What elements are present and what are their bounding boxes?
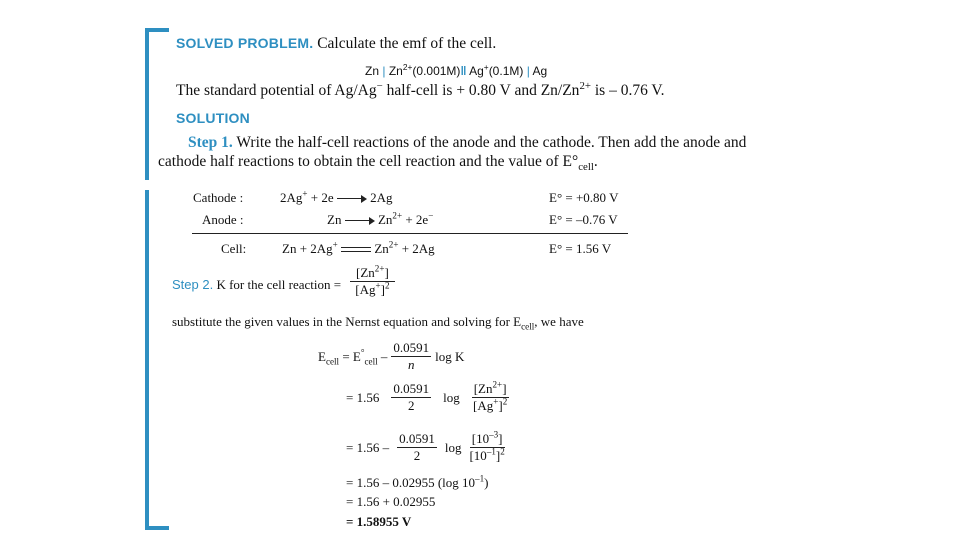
anode-reaction	[327, 212, 433, 228]
std-sup-2: 2+	[579, 79, 591, 92]
nernst-sub: cell	[521, 321, 535, 332]
step1-end: .	[593, 153, 598, 170]
solution-heading: SOLUTION	[176, 110, 250, 126]
step2-num-end: ]	[384, 265, 389, 280]
e2-fnum: [Zn	[473, 381, 493, 396]
e1-eq-sup: °	[360, 347, 365, 358]
step2-label: Step 2.	[172, 277, 214, 292]
nernst-text: substitute the given values in the Nernst equation and solving for E	[172, 314, 522, 329]
e1-minus: –	[377, 348, 388, 364]
std-sup-1: −	[376, 79, 383, 92]
equation-3	[346, 431, 505, 464]
cell-lhs: Zn + 2Ag	[282, 241, 333, 256]
anode-lhs: Zn	[327, 212, 342, 227]
e2-fden: [Ag	[473, 398, 494, 413]
step1-sub: cell	[578, 161, 594, 174]
e2-fden-sup: +	[493, 396, 499, 407]
e1-eq-sub: cell	[364, 356, 378, 367]
e1-tail: log K	[435, 348, 465, 364]
e3-fden: [10	[469, 448, 487, 463]
anode-label: Anode :	[202, 212, 244, 227]
e2-fnum-sup: 2+	[492, 379, 503, 390]
step2-text: K for the cell reaction =	[216, 277, 342, 292]
e2-num: 0.0591	[393, 381, 430, 396]
cell-ag-charge: +	[483, 62, 489, 72]
step2-den: [Ag	[355, 282, 376, 297]
cell-label: Cell:	[221, 241, 247, 256]
std-text-1: The standard potential of Ag/Ag	[176, 82, 377, 99]
cathode-lhs-tail: + 2e	[307, 190, 334, 205]
equation-1	[318, 340, 464, 373]
e2-start: = 1.56	[346, 389, 380, 405]
step1-text: Write the half-cell reactions of the anode and the cathode. Then add the anode and	[236, 134, 747, 151]
e2-fden-pow: 2	[502, 396, 508, 407]
e1-den: n	[408, 357, 415, 372]
e3-start: = 1.56 –	[346, 439, 390, 455]
cathode-rhs: 2Ag	[370, 190, 393, 205]
step1-text-2: cathode half reactions to obtain the cell reaction and the value of E°	[158, 153, 579, 170]
cell-potential: E° = 1.56 V	[549, 241, 612, 256]
cathode-potential: E° = +0.80 V	[549, 190, 619, 205]
anode-rhs-sup: 2+	[392, 210, 403, 221]
step2-den-sup: +	[375, 280, 381, 291]
e4-end: )	[484, 475, 489, 490]
e3-den: 2	[413, 448, 421, 463]
reaction-arrow-icon	[345, 216, 375, 226]
equilibrium-arrow-icon	[341, 245, 371, 255]
cell-rhs-sup: 2+	[388, 239, 399, 250]
cell-zn-charge: 2+	[402, 62, 413, 72]
e3-fnum-end: ]	[498, 431, 503, 446]
cell-ag: Ag	[532, 64, 548, 78]
std-text-3: is – 0.76 V.	[590, 82, 665, 99]
cell-rhs: Zn	[374, 241, 389, 256]
nernst-intro	[172, 314, 584, 330]
step1-line-1	[188, 134, 746, 152]
reaction-divider	[192, 233, 628, 234]
nernst-end: , we have	[534, 314, 584, 329]
cathode-label: Cathode :	[193, 190, 244, 205]
cell-rhs-tail: + 2Ag	[398, 241, 435, 256]
standard-potential-line	[176, 79, 665, 100]
cell-bar-2: |	[526, 64, 530, 78]
equation-5: = 1.56 + 0.02955	[346, 494, 436, 509]
equation-6-result: = 1.58955 V	[346, 514, 412, 529]
e1-eq: = E	[339, 348, 361, 364]
anode-rhs: Zn	[377, 212, 393, 227]
e3-fnum: [10	[471, 431, 490, 446]
e3-fden-pow: 2	[500, 446, 505, 457]
e2-den: 2	[407, 398, 415, 413]
e2-fden-end: ]	[498, 398, 503, 413]
equation-4	[346, 475, 488, 491]
anode-rhs-tail-sup: −	[428, 210, 434, 221]
problem-line	[176, 35, 496, 53]
cell-zn-conc: (0.001M)	[412, 64, 461, 78]
solved-problem-label: SOLVED PROBLEM.	[176, 35, 314, 51]
e3-num: 0.0591	[399, 431, 435, 446]
cathode-lhs: 2Ag	[280, 190, 303, 205]
cell-zn: Zn	[365, 64, 380, 78]
cell-bar-1: |	[382, 64, 386, 78]
step2-fraction	[350, 265, 395, 298]
e4-text: = 1.56 – 0.02955 (log 10	[346, 475, 476, 490]
bracket-gap	[140, 180, 154, 190]
anode-potential: E° = –0.76 V	[549, 212, 618, 227]
cell-ag-ion: Ag	[469, 64, 484, 78]
reaction-arrow-icon	[337, 194, 367, 204]
cell-ag-conc: (0.1M)	[488, 64, 524, 78]
cell-notation	[365, 64, 547, 78]
step1-label: Step 1.	[188, 134, 233, 151]
cathode-reaction	[280, 190, 393, 206]
anode-rhs-tail: + 2e	[402, 212, 429, 227]
equation-2	[346, 381, 509, 414]
e1-lhs-sub: cell	[325, 356, 340, 367]
std-text-2: half-cell is + 0.80 V and Zn/Zn	[382, 82, 580, 99]
problem-question: Calculate the emf of the cell.	[317, 35, 497, 52]
e3-log: log	[444, 439, 462, 455]
step2-num: [Zn	[356, 265, 375, 280]
e3-fden-sup: –1	[486, 446, 496, 457]
e2-log: log	[443, 389, 460, 405]
cell-salt-bridge: ‖	[460, 64, 467, 78]
step2-den-pow: 2	[384, 280, 390, 291]
e3-fden-end: ]	[495, 448, 501, 463]
left-bracket-decoration	[145, 28, 169, 530]
step2-num-sup: 2+	[374, 263, 385, 274]
step2-den-end: ]	[380, 282, 385, 297]
step1-line-2	[158, 153, 598, 174]
cell-lhs-sup: +	[332, 239, 338, 250]
cell-zn-ion: Zn	[388, 64, 403, 78]
e1-lhs: E	[318, 348, 326, 364]
cathode-lhs-sup: +	[302, 188, 308, 199]
cell-reaction	[282, 241, 435, 257]
e3-fnum-sup: –3	[489, 429, 499, 440]
e4-sup: –1	[475, 473, 485, 484]
step2-line	[172, 277, 341, 293]
e2-fnum-end: ]	[502, 381, 507, 396]
e1-num: 0.0591	[393, 340, 430, 355]
